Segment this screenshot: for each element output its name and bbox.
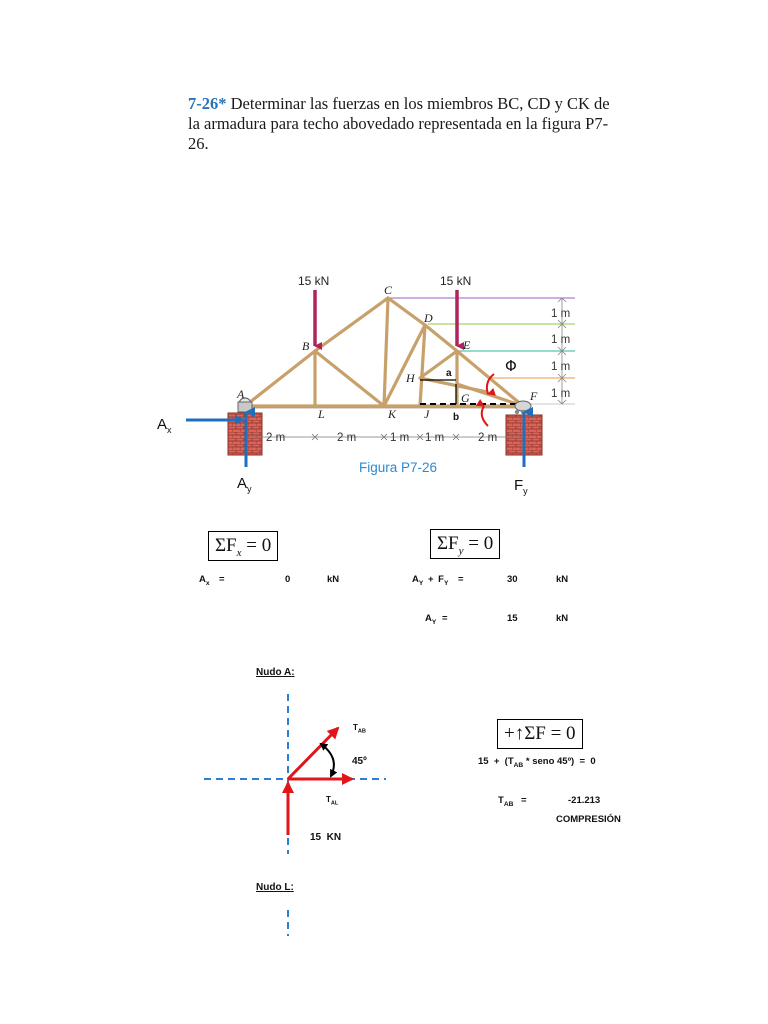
node-label-d: D: [424, 311, 433, 325]
reaction-fy-label: $F_y$: [514, 477, 528, 496]
node-label-c: C: [384, 283, 393, 297]
dim-label-4: 1 m: [425, 432, 445, 444]
sum-f-vertical-box: +↑ΣF = 0: [497, 719, 583, 749]
problem-number: 7-26*: [188, 94, 227, 113]
load-label-left: 15 kN: [298, 274, 330, 288]
ay-label: $A_Y$: [425, 613, 437, 626]
b-label: b: [453, 412, 460, 423]
compression-label: COMPRESIÓN: [556, 814, 621, 825]
node-label-f: F: [530, 389, 538, 403]
node-label-k: K: [388, 407, 397, 421]
angle-arrow-lower: [482, 406, 488, 426]
ay-equals: =: [442, 613, 448, 624]
node-label-j: J: [424, 407, 430, 421]
ax-value: 0: [285, 574, 291, 585]
load-label: 15 KN: [310, 832, 342, 843]
load-label-right: 15 kN: [440, 274, 472, 288]
ax-label: $A_x$: [199, 574, 210, 587]
problem-text: Determinar las fuerzas en los miembros BC, CD y CK de la armadura para techo abovedado representada en la figura P7-26.: [188, 94, 610, 153]
angle-label: 45º: [352, 756, 367, 767]
tab-label: $T_{AB}$: [353, 723, 366, 735]
nudo-l-title: Nudo L:: [256, 882, 294, 893]
ax-unit: kN: [327, 574, 340, 585]
node-label-e: E: [463, 338, 471, 352]
height-label-3: 1 m: [551, 361, 571, 373]
dim-label-1: 2 m: [266, 432, 286, 444]
ayfy-unit: kN: [556, 574, 569, 585]
figure-caption: Figura P7-26: [359, 460, 438, 475]
ayfy-value: 30: [507, 574, 518, 585]
reaction-ax-label: $A_x$: [157, 416, 172, 435]
node-label-b: B: [302, 339, 310, 353]
ay-unit: kN: [556, 613, 569, 624]
ay-value: 15: [507, 613, 518, 624]
ayfy-equals: =: [458, 574, 464, 585]
sum-fx-box: $\Sigma F_x = 0$: [208, 531, 278, 561]
height-guide-lines: [388, 298, 575, 404]
ayfy-expression: $A_Y + F_Y$: [412, 574, 449, 587]
tab-result-equals: =: [521, 795, 527, 806]
dim-label-5: 2 m: [478, 432, 498, 444]
node-label-l: L: [318, 407, 325, 421]
node-label-a: A: [237, 387, 245, 401]
reaction-ay-label: $A_y$: [237, 475, 252, 494]
a-label: a: [446, 368, 452, 379]
nudo-a-diagram: [190, 690, 410, 860]
nudo-a-equation: $15 + (T_{AB}$ * seno 45º) = 0: [478, 756, 596, 769]
height-label-4: 1 m: [551, 388, 571, 400]
angle-45-arc: [321, 744, 334, 776]
height-label-1: 1 m: [551, 308, 571, 320]
tal-label: $T_{AL}$: [326, 795, 339, 807]
dim-label-2: 2 m: [337, 432, 357, 444]
node-label-h: H: [406, 371, 415, 385]
height-label-2: 1 m: [551, 334, 571, 346]
truss-members: [245, 298, 523, 406]
dim-label-3: 1 m: [390, 432, 410, 444]
tab-result-label: $T_{AB}$: [498, 795, 514, 808]
nudo-a-title: Nudo A:: [256, 667, 295, 678]
ax-equals: =: [219, 574, 225, 585]
nudo-l-axis: [280, 908, 300, 938]
sum-fy-box: $\Sigma F_y = 0$: [430, 529, 500, 559]
tab-result-value: -21.213: [568, 795, 601, 806]
phi-label: Φ: [505, 357, 517, 375]
node-label-g: G: [461, 391, 470, 405]
